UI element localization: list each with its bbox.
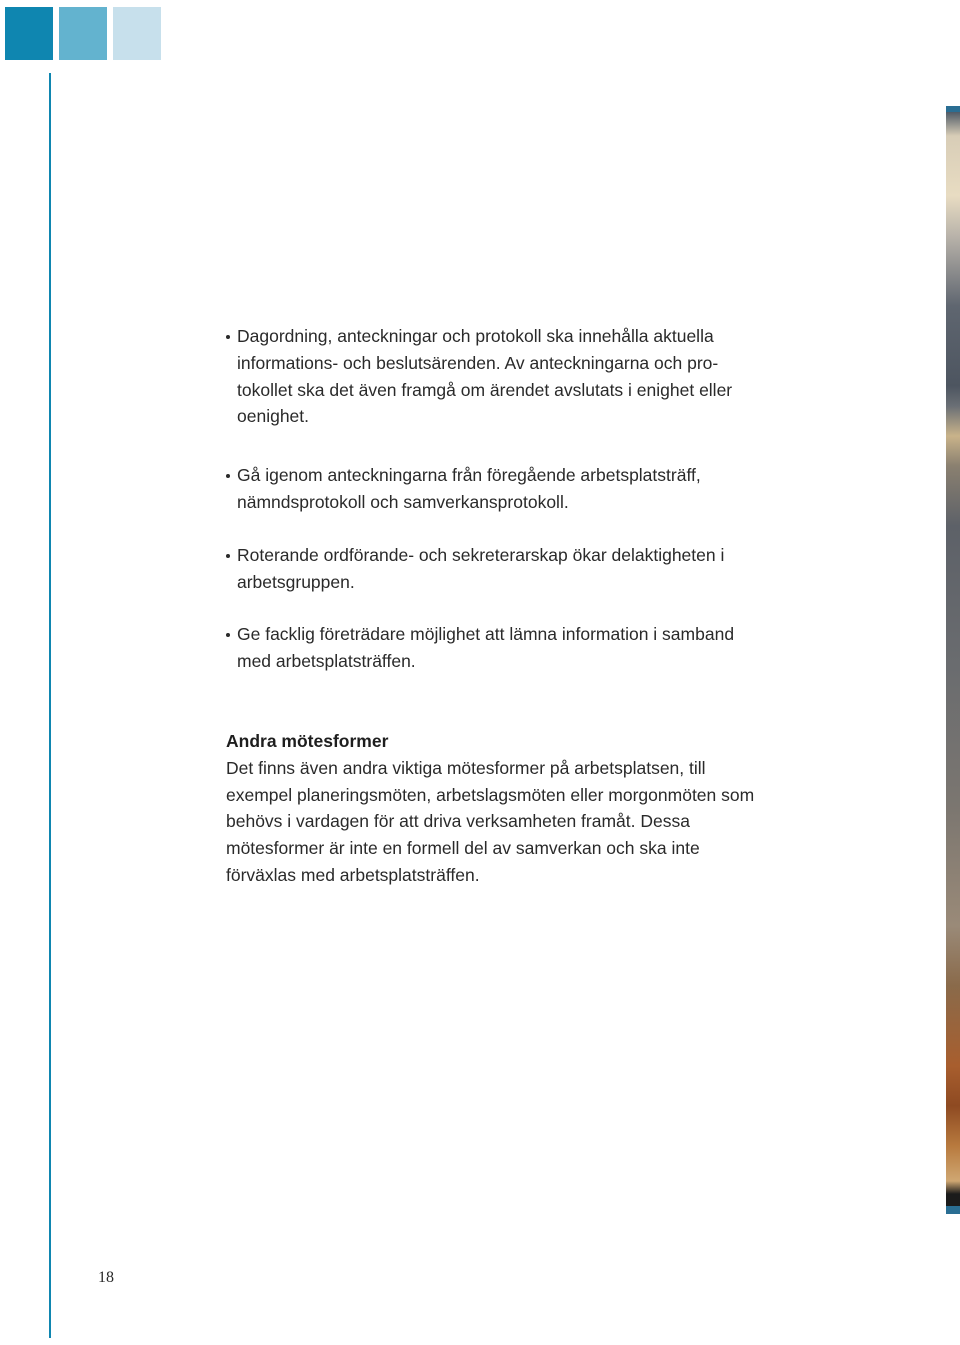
bullet-dot-icon	[226, 554, 230, 558]
bullet-list	[226, 323, 766, 675]
bullet-dot-icon	[226, 633, 230, 637]
bullet-dot-icon	[226, 474, 230, 478]
bullet-text: Dagordning, anteckningar och protokoll ska innehålla aktuella informations- och beslutsärenden. Av anteckningarna och protokollet ska det även framgå om ärendet avslutats i enighet eller oenighet.	[237, 326, 733, 427]
section-heading: Andra mötesformer	[226, 730, 389, 751]
section-other-meetings	[226, 728, 766, 889]
list-item	[226, 542, 766, 596]
bullet-text: Gå igenom anteckningarna från föregående arbetsplatsträff, nämndsprotokoll och samverkansprotokoll.	[237, 465, 701, 512]
main-content	[226, 323, 766, 889]
bullet-dot-icon	[226, 335, 230, 339]
left-vertical-rule	[49, 73, 51, 1338]
list-item	[226, 323, 766, 430]
decor-square-mid	[59, 7, 107, 60]
decor-square-light	[113, 7, 161, 60]
bullet-text: Roterande ordförande- och sekreterarskap ökar delaktigheten i arbetsgruppen.	[237, 544, 725, 592]
edge-photo	[946, 106, 960, 1214]
section-body: Det finns även andra viktiga mötesformer på arbetsplatsen, till exempel planeringsmöten, arbetslagsmöten eller morgonmöten som behövs i vardagen för att driva verksamheten framåt. Dessa mötesformer är inte en formell del av samverkan och ska inte förväxlas med arbetsplatsträffen.	[226, 757, 755, 885]
bullet-text: Ge facklig företrädare möjlighet att lämna information i samband med arbetsplatsträffen.	[237, 624, 735, 672]
list-item	[226, 462, 766, 516]
page-number: 18	[98, 1269, 114, 1286]
decor-square-dark	[5, 7, 53, 60]
list-item	[226, 621, 766, 675]
